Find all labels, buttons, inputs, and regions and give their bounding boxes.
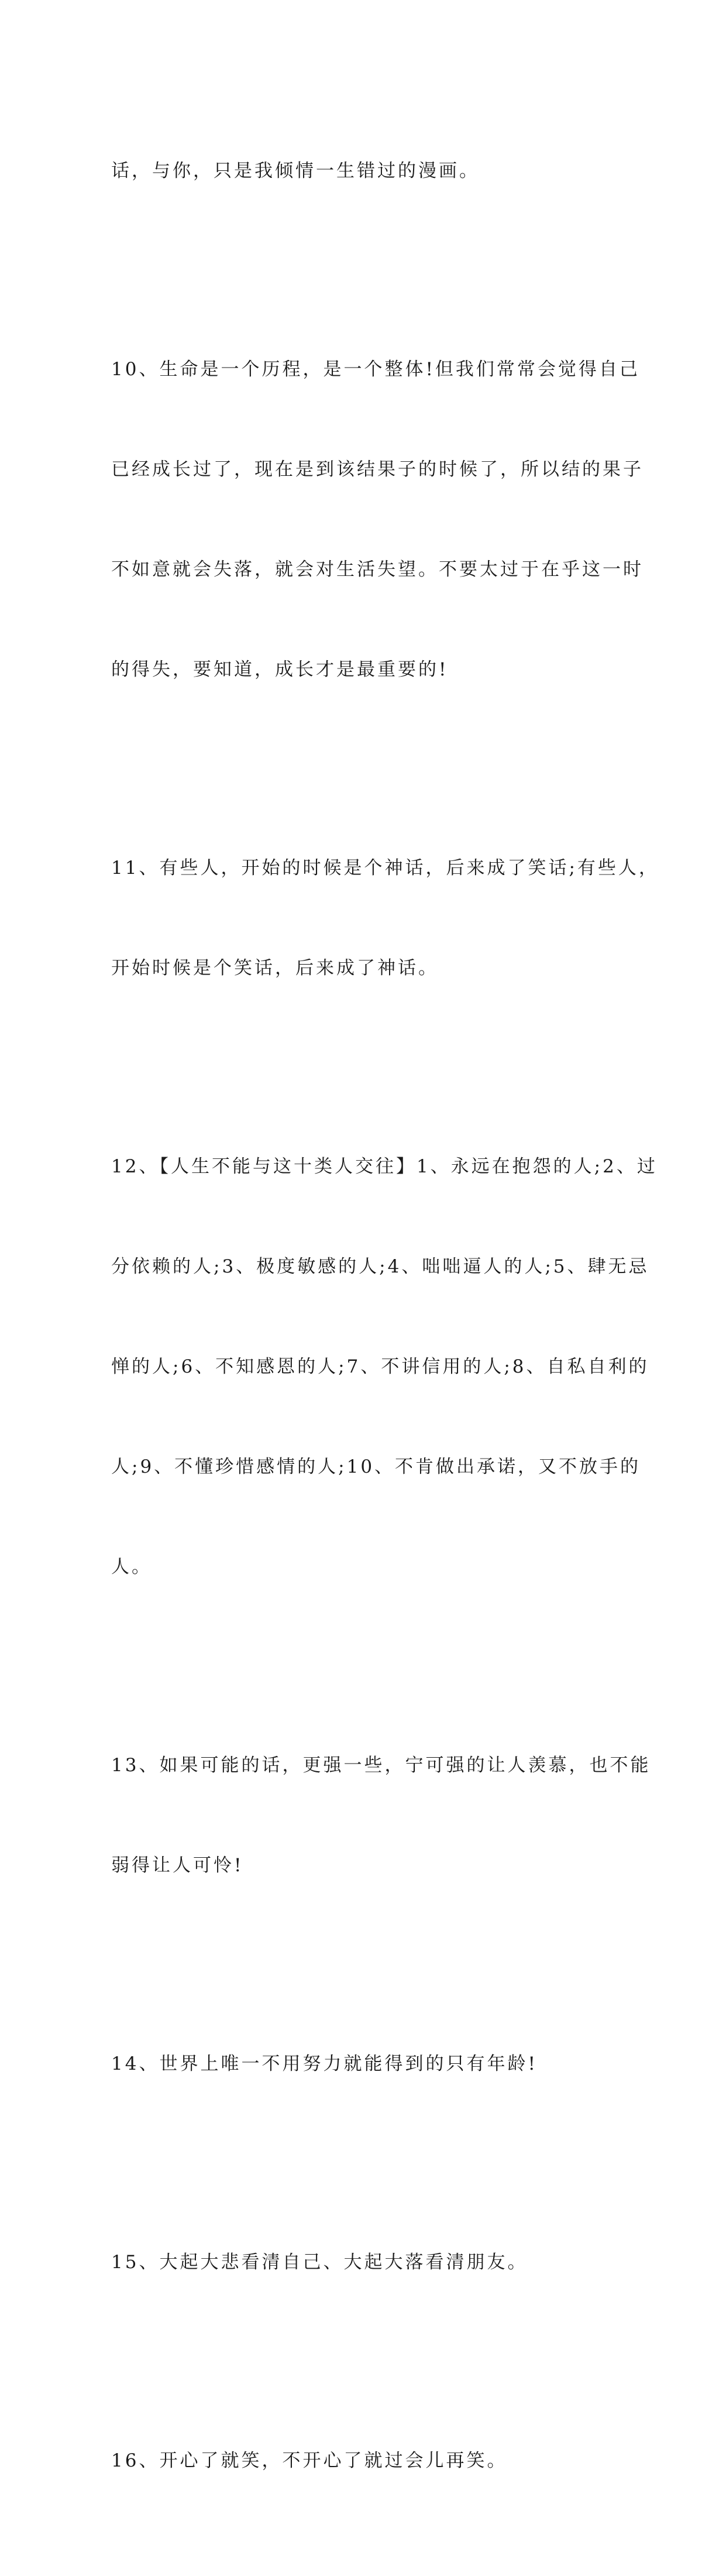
text-line: 12、【人生不能与这十类人交往】1、永远在抱怨的人;2、过 [111,1156,658,1177]
paragraph-15 [111,2179,626,2346]
paragraph-13 [111,1682,651,1949]
text-line: 10、生命是一个历程，是一个整体!但我们常常会觉得自己 [111,359,640,380]
document-body [111,88,659,2576]
text-line: 11、有些人，开始的时候是个神话，后来成了笑话;有些人， [111,857,659,879]
paragraph-14 [111,1981,626,2148]
text-line: 不如意就会失落，就会对生活失望。不要太过于在乎这一时 [111,559,644,580]
text-line: 已经成长过了，现在是到该结果子的时候了，所以结的果子 [111,459,644,480]
paragraph-11 [111,785,659,1052]
paragraph-12 [111,1083,658,1651]
text-line: 弱得让人可怜! [111,1855,244,1876]
paragraph-9-continued [111,88,626,255]
text-line: 话，与你，只是我倾情一生错过的漫画。 [111,160,480,181]
text-line: 人。 [111,1556,152,1577]
text-line: 13、如果可能的话，更强一些，宁可强的让人羡慕，也不能 [111,1755,651,1776]
text-line: 15、大起大悲看清自己、大起大落看清朋友。 [111,2252,528,2273]
text-line: 开始时候是个笑话，后来成了神话。 [111,958,439,979]
paragraph-10 [111,286,644,753]
text-line: 惮的人;6、不知感恩的人;7、不讲信用的人;8、自私自利的 [111,1356,649,1377]
text-line: 16、开心了就笑，不开心了就过会儿再笑。 [111,2450,508,2471]
paragraph-16 [111,2378,626,2544]
text-line: 14、世界上唯一不用努力就能得到的只有年龄! [111,2053,538,2074]
text-line: 人;9、不懂珍惜感情的人;10、不肯做出承诺，又不放手的 [111,1456,641,1477]
text-line: 的得失，要知道，成长才是最重要的! [111,659,449,680]
text-line: 分依赖的人;3、极度敏感的人;4、咄咄逼人的人;5、肆无忌 [111,1256,649,1277]
